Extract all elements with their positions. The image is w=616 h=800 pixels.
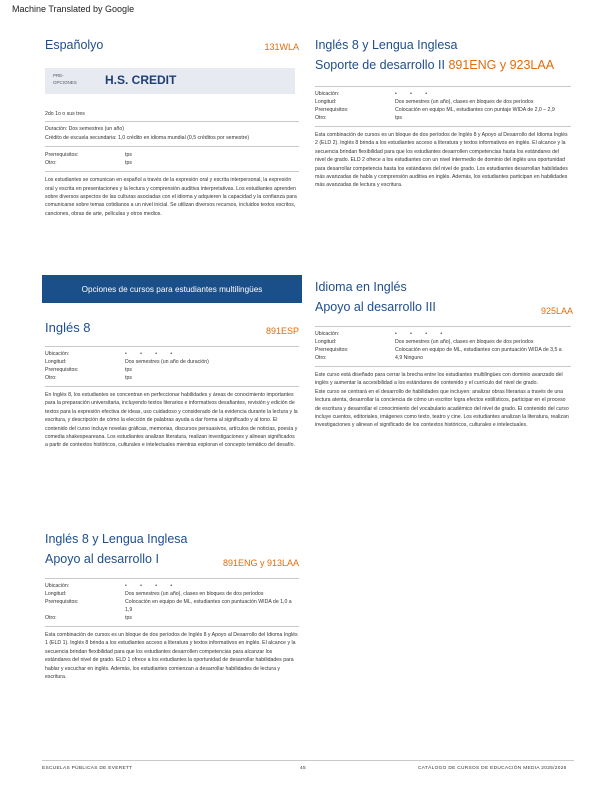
otro-value: tps [125, 160, 132, 167]
long-value: Dos semestres (un año), clases en bloques de dos períodos [395, 339, 534, 345]
multilingual-options-banner: Opciones de cursos para estudiantes multilingües [42, 275, 302, 303]
divider [45, 626, 299, 627]
apoyo2-code: 891ENG y 923LAA [448, 58, 555, 72]
apoyo1-code: 891ENG y 913LAA [222, 558, 299, 568]
long-label: Longitud: [45, 591, 67, 597]
ingles8-long-row [45, 358, 299, 366]
otro-label: Otro: [315, 355, 327, 361]
divider [45, 171, 299, 172]
espanol-meta [45, 110, 299, 218]
credit-big-text: H.S. CREDIT [105, 73, 177, 87]
machine-translated-label: Machine Translated by Google [12, 4, 135, 14]
apoyo2-body [315, 86, 571, 190]
divider [45, 386, 299, 387]
ubic-label: Ubicación: [45, 583, 70, 589]
apoyo3-title-1: Idioma en Inglés [315, 280, 407, 294]
long-label: Longitud: [315, 99, 337, 105]
ubic-label: Ubicación: [45, 351, 70, 357]
divider [315, 86, 571, 87]
espanol-duracion: Duración: Dos semestres (un año) [45, 126, 124, 133]
credit-small-2: OPCIONES [53, 80, 77, 85]
prereq-label: Prerrequisitos: [315, 107, 349, 113]
ingles8-ubic-row [45, 350, 299, 358]
credit-small-text [53, 72, 77, 86]
prereq-value: tps [125, 152, 132, 159]
footer-page-number: 45 [300, 766, 306, 771]
prereq-label: Prerrequisitos: [45, 599, 79, 605]
espanol-section [37, 38, 299, 268]
apoyo2-title-2-text: Soporte de desarrollo II [315, 58, 445, 72]
apoyo1-long-row [45, 590, 299, 598]
ingles8-section [37, 320, 299, 500]
apoyo3-otro-row [315, 354, 571, 362]
apoyo2-long-row [315, 98, 571, 106]
footer-right: CATÁLOGO DE CURSOS DE EDUCACIÓN MEDIA 2025/2026 [418, 766, 567, 771]
credit-small-1: PRE- [53, 73, 64, 78]
prereq-label: Prerrequisitos: [45, 152, 79, 159]
apoyo1-title-1: Inglés 8 y Lengua Inglesa [45, 532, 188, 546]
otro-label: Otro: [45, 375, 57, 381]
divider [45, 146, 299, 147]
apoyo3-section [311, 280, 573, 490]
apoyo3-title-2: Apoyo al desarrollo III [315, 300, 436, 314]
apoyo1-description: Esta combinación de cursos es un bloque de dos períodos de Inglés 8 y Apoyo al Desarrollo del Idioma Inglés 1 (ELD 1). Inglés 8 brinda a los estudiantes acceso a literatura y textos informativos en inglés. El alcance y la secuencia brindan flexibilidad para que los estudiantes desarrollen competencias para alcanzar los estándares del nivel de grado. ELD 1 ofrece a los estudiantes la oportunidad de desarrollar habilidades para hablar y escuchar en inglés. Además, los estudiantes comienzan a desarrollar habilidades de lectura y escritura. [45, 632, 298, 681]
ubic-label: Ubicación: [315, 331, 340, 337]
otro-label: Otro: [45, 160, 57, 167]
divider [45, 346, 299, 347]
otro-value: tps [395, 115, 402, 121]
divider [315, 326, 571, 327]
espanol-credito: Crédito de escuela secundaria: 1,0 crédito en idioma mundial (0,5 créditos por semestre) [45, 134, 250, 141]
ubic-value: • • • • [125, 351, 179, 357]
footer-divider [42, 760, 574, 761]
ingles8-otro-row [45, 374, 299, 382]
apoyo1-section [37, 532, 299, 722]
ingles8-code: 891ESP [265, 326, 299, 336]
ingles8-title: Inglés 8 [45, 320, 91, 335]
apoyo2-prereq-row [315, 106, 571, 114]
footer-left: ESCUELAS PÚBLICAS DE EVERETT [42, 766, 133, 771]
otro-value: tps [125, 375, 132, 381]
long-value: Dos semestres (un año), clases en bloques de dos períodos [125, 591, 264, 597]
apoyo1-prereq-row [45, 598, 299, 614]
apoyo3-description-1: Este curso está diseñado para cerrar la brecha entre los estudiantes multilingües con dominio avanzado del inglés y aumentar la accesibilidad a los estándares de contenido y el currículo del nivel de grado. [315, 372, 563, 387]
apoyo1-otro-row [45, 614, 299, 622]
apoyo2-description: Esta combinación de cursos es un bloque de dos períodos de Inglés 8 y Apoyo al Desarrollo del Idioma Inglés 2 (ELD 2). Inglés 8 brinda a los estudiantes acceso a literatura y textos informativos en inglés. El alcance y la secuencia brindan flexibilidad para que los estudiantes desarrollen competencias hasta los estándares del nivel de grado. ELD 2 ofrece a los estudiantes con un nivel intermedio de dominio del inglés una oportunidad para desarrollar competencia hasta los estándares del nivel de grado. Los estudiantes desarrollan habilidades más avanzadas de habla y comprensión auditiva en inglés. Además, los estudiantes participan en habilidades más avanzadas de lectura y escritura. [315, 132, 568, 189]
apoyo2-title-2 [315, 58, 554, 72]
espanol-code: 131WLA [264, 42, 299, 52]
espanol-meta-line: 2do 1o o sus tres [45, 111, 85, 117]
otro-value: tps [125, 615, 132, 621]
long-label: Longitud: [315, 339, 337, 345]
prereq-value: Colocación en equipo de ML, estudiantes con puntuación WIDA de 3,5 a [395, 347, 562, 353]
prereq-label: Prerrequisitos: [45, 367, 79, 373]
apoyo3-description-2: Este curso se centrará en el desarrollo de habilidades que incluyen: analizar obras literarias a través de una lectura atenta, desarrollar la conciencia de cómo un escritor logra efectos estilísticos, participar en el proceso de escritura y desarrollar el conocimiento del vocabulario académico del nivel de grado. El contenido del curso incluye cuentos, editoriales, imágenes como texto, teatro y cine. Los estudiantes analizan la literatura, realizan investigaciones y alinean el significado de los contextos históricos, culturales e intelectuales. [315, 388, 569, 429]
espanol-title: Españolyo [45, 38, 104, 52]
prereq-value: tps [125, 367, 132, 373]
espanol-otro-row [45, 159, 299, 167]
long-value: Dos semestres (un año de duración) [125, 359, 209, 365]
long-label: Longitud: [45, 359, 67, 365]
apoyo3-prereq-row [315, 346, 571, 354]
divider [315, 126, 571, 127]
apoyo2-section [311, 38, 573, 248]
espanol-prereq-row [45, 151, 299, 159]
ingles8-description: En Inglés 8, los estudiantes se concentran en perfeccionar habilidades y áreas de conocimiento importantes para la preparación universitaria, incluyendo textos literarios e informativos desafiantes, revisión y edición de textos para la expresión efectiva de ideas, uso cuidadoso y considerado de la evidencia durante la lectura y la escritura, y descripción de cómo la elección de palabras ayuda a dar forma al significado y al tono. El contenido del curso incluye novelas gráficas, memorias, discursos persuasivos, artículos de noticias, poesía y comedia shakespeareana. Los estudiantes analizan literatura, realizan investigaciones y alinean significados a partir de contextos históricos, culturales e intelectuales mientras exploran el concepto temático del desafío. [45, 392, 298, 449]
divider [45, 121, 299, 122]
otro-label: Otro: [315, 115, 327, 121]
ubic-label: Ubicación: [315, 91, 340, 97]
divider [315, 366, 571, 367]
apoyo3-long-row [315, 338, 571, 346]
apoyo3-code: 925LAA [540, 306, 573, 316]
apoyo1-body [45, 578, 299, 681]
apoyo2-title-1: Inglés 8 y Lengua Inglesa [315, 38, 458, 52]
hs-credit-badge [45, 68, 295, 94]
ubic-value: • • • • [125, 583, 179, 589]
ubic-value: • • • [395, 91, 434, 97]
espanol-description: Los estudiantes se comunican en español a través de la expresión oral y escrita interpersonal, la expresión oral y escrita en presentaciones y la lectura y comprensión auditiva interpretativas. Los estudiantes aprenden sobre diversos aspectos de las culturas asociadas con el idioma y adquieren la capacidad y la confianza para comunicarse sobre temas cotidianos a un nivel inicial. Se utilizan diversos recursos, incluidos textos escritos, canciones, obras de arte, películas y otros medios. [45, 177, 297, 217]
apoyo3-body [315, 326, 571, 430]
ingles8-prereq-row [45, 366, 299, 374]
apoyo1-ubic-row [45, 582, 299, 590]
divider [45, 578, 299, 579]
long-value: Dos semestres (un año), clases en bloques de dos períodos [395, 99, 534, 105]
apoyo1-title-2: Apoyo al desarrollo I [45, 552, 159, 566]
apoyo2-otro-row [315, 114, 571, 122]
apoyo2-ubic-row [315, 90, 571, 98]
ingles8-body [45, 346, 299, 450]
otro-value: 4,9 Ninguno [395, 355, 423, 361]
ubic-value: • • • • [395, 331, 449, 337]
prereq-label: Prerrequisitos: [315, 347, 349, 353]
otro-label: Otro: [45, 615, 57, 621]
prereq-value: Colocación en equipo de ML, estudiantes con puntuación WIDA de 1,0 a 1,9 [125, 599, 292, 613]
apoyo3-ubic-row [315, 330, 571, 338]
prereq-value: Colocación en equipo ML, estudiantes con puntaje WIDA de 2,0 – 2,9 [395, 107, 555, 113]
